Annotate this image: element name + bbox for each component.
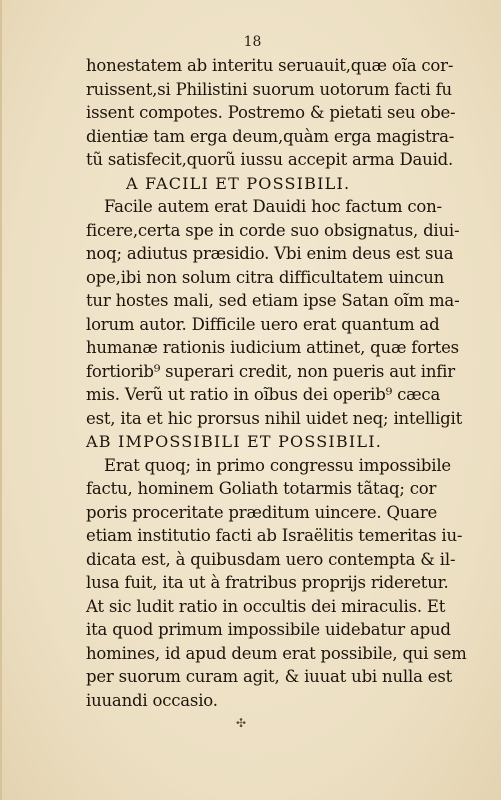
section-heading-impossibili: AB IMPOSSIBILI ET POSSIBILI. xyxy=(86,432,383,451)
text-line: lorum autor. Difficile uero erat quantum ad xyxy=(86,314,440,334)
text-line: mis. Verũ ut ratio in oĩbus dei operib⁹ cæca xyxy=(86,385,441,404)
text-line: tũ satisfecit,quorũ iussu accepit arma Dauid. xyxy=(86,150,454,169)
page-number: 18 xyxy=(243,34,262,50)
text-line: ficere,certa spe in corde suo obsignatus, diui- xyxy=(86,220,460,240)
paragraph-1 xyxy=(86,54,486,172)
text-line: factu, hominem Goliath totarmis tãtaq; cor xyxy=(86,479,437,498)
text-line: per suorum curam agit, & iuuat ubi nulla est xyxy=(86,667,453,686)
text-line: dicata est, à quibusdam uero contempta & il- xyxy=(86,549,456,569)
text-line: At sic ludit ratio in occultis dei miraculis. Et xyxy=(86,596,446,616)
text-line: est, ita et hic prorsus nihil uidet neq; intelligit xyxy=(86,408,463,428)
text-line: issent compotes. Postremo & pietati seu obe- xyxy=(86,103,456,122)
printer-mark-icon: ✣ xyxy=(236,716,247,730)
text-line: fortiorib⁹ superari credit, non pueris aut infir xyxy=(86,361,455,381)
text-line: Erat quoq; in primo congressu impossibile xyxy=(104,455,451,475)
paragraph-2 xyxy=(86,195,486,430)
text-line: homines, id apud deum erat possibile, qui sem xyxy=(86,643,467,663)
text-line: poris proceritate præditum uincere. Quare xyxy=(86,502,438,522)
text-line: tur hostes mali, sed etiam ipse Satan oĩm ma- xyxy=(86,291,460,310)
text-line: dientiæ tam erga deum,quàm erga magistra- xyxy=(86,126,455,146)
text-line: ope,ibi non solum citra difficultatem uincun xyxy=(86,267,445,287)
section-heading-facili: A FACILI ET POSSIBILI. xyxy=(126,173,351,193)
text-line: ruissent,si Philistini suorum uotorum facti fu xyxy=(86,79,452,99)
text-line: etiam institutio facti ab Israëlitis temeritas iu- xyxy=(86,526,463,545)
text-line: noq; adiutus præsidio. Vbi enim deus est sua xyxy=(86,244,454,263)
paragraph-3 xyxy=(86,454,486,713)
text-block xyxy=(86,54,486,712)
text-line: honestatem ab interitu seruauit,quæ oĩa cor- xyxy=(86,56,454,75)
text-line: ita quod primum impossibile uidebatur apud xyxy=(86,620,451,639)
text-line: iuuandi occasio. xyxy=(86,690,218,710)
text-line: lusa fuit, ita ut à fratribus proprijs rideretur. xyxy=(86,573,449,592)
text-line: Facile autem erat Dauidi hoc factum con- xyxy=(104,197,442,216)
text-line: humanæ rationis iudicium attinet, quæ fortes xyxy=(86,338,459,357)
